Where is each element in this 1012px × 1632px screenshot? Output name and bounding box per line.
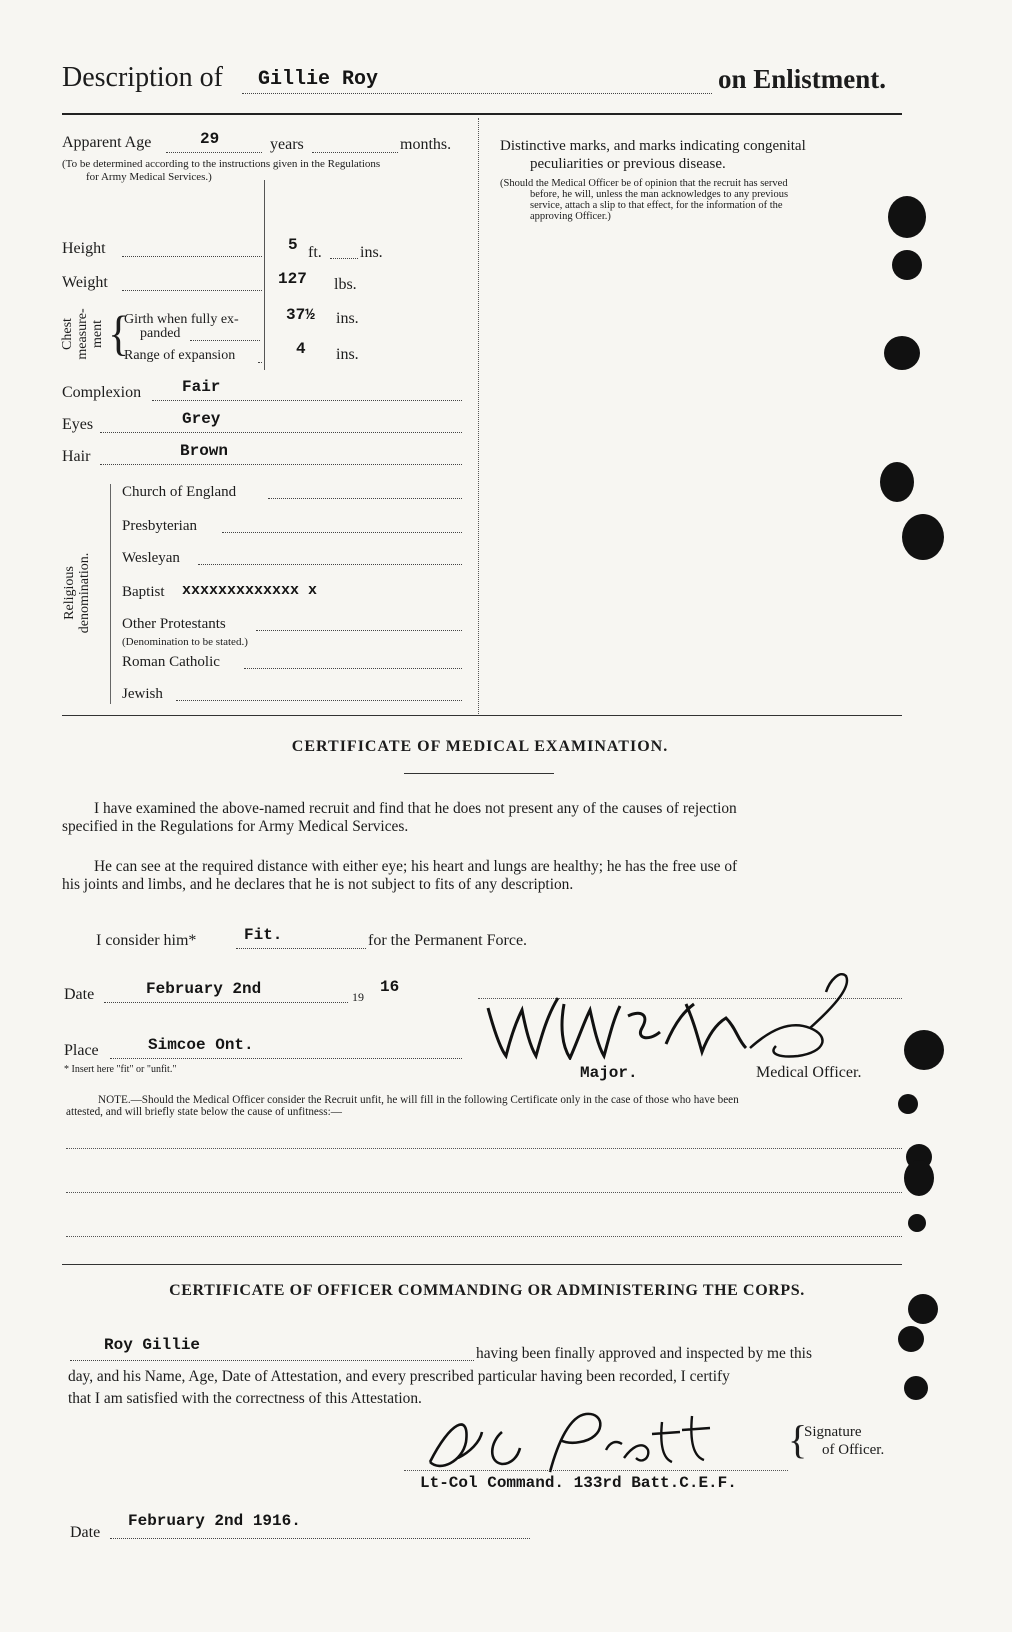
medical-officer-signature <box>480 970 860 1060</box>
signature-label-2: of Officer. <box>822 1442 885 1458</box>
months-label: months. <box>400 136 452 153</box>
ins-label: ins. <box>360 244 383 261</box>
medical-para1-line1: I have examined the above-named recruit and find that he does not present any of the causes of rejection <box>94 800 737 817</box>
punch-hole-blot <box>880 462 914 502</box>
denomination-note: (Denomination to be stated.) <box>122 636 248 648</box>
distinctive-title-2: peculiarities or previous disease. <box>530 156 726 172</box>
unfit-note-line2: attested, and will briefly state below the cause of unfitness:— <box>66 1106 342 1118</box>
distinctive-note-3: service, attach a slip to that effect, for the information of the <box>530 200 783 211</box>
girth-ins-label: ins. <box>336 310 359 327</box>
distinctive-note-2: before, he will, unless the man acknowledges to any previous <box>530 189 789 200</box>
range-label: Range of expansion <box>124 348 236 363</box>
other-protestants-label: Other Protestants <box>122 616 226 632</box>
presbyterian-label: Presbyterian <box>122 518 197 534</box>
fitness-value: Fit. <box>244 926 283 944</box>
medical-date-value: February 2nd <box>146 980 262 998</box>
lbs-label: lbs. <box>334 276 357 293</box>
medical-para2-line2: his joints and limbs, and he declares that he is not subject to fits of any description. <box>62 876 574 893</box>
medical-title: CERTIFICATE OF MEDICAL EXAMINATION. <box>291 738 669 755</box>
commanding-line1: having been finally approved and inspected by me this <box>476 1345 812 1362</box>
medical-date-label: Date <box>64 986 95 1003</box>
medical-officer-rank: Major. <box>580 1064 638 1082</box>
range-ins-label: ins. <box>336 346 359 363</box>
header-prefix: Description of <box>62 62 223 93</box>
commanding-date-label: Date <box>70 1524 101 1541</box>
punch-hole-blot <box>892 250 922 280</box>
girth-label-1: Girth when fully ex- <box>124 312 239 327</box>
permanent-force-label: for the Permanent Force. <box>368 932 528 949</box>
punch-hole-blot <box>898 1326 924 1352</box>
hair-value: Brown <box>180 442 229 460</box>
enlistment-form-page: Description of Gillie Roy on Enlistment. Apparent Age 29 years months. (To be determined according to the instructions given in the Regulations for Army Medical Services.) Height 5 ft. ins. Weight 127 lbs. Chest measure- ment { Girth when fully ex- panded 37½ ins. Range of expansion 4 ins. Complexion Fair Eyes Grey Hair Brown Religious denomination. Church of England Presbyterian Wesleyan Baptist xxxxxxxxxxxxx x Other Protestants (Denomination to be stated.) Roman Catholic Jewish Distinctive marks, and marks indicating congenital peculiarities or previous disease. (Should the Medical Officer be of opinion that the recruit has served before, he will, unless the man acknowledges to any previous service, attach a slip to that effect, for the information of the approving Officer.) CERTIFICATE OF MEDICAL EXAMINATION. I have examined the above-named recruit and find that he does not present any of the causes of rejection specified in the Regulations for Army Medical Services. He can see at the required distance with either eye; his heart and lungs are healthy; he has the free use of his joints and limbs, and he declares that he is not subject to fits of any description. I consider him* Fit. for the Permanent Force. Date February 2nd 19 16 Place Simcoe Ont. * Insert here "fit" or "unfit." Major. Medical Officer. NOTE.—Should the Medical Officer consider the Recruit unfit, he will fill in the following Certificate only in the case of those who have been attested, and will briefly state below the cause of unfitness:— CERTIFICATE OF OFFICER COMMANDING OR ADMINISTERING THE CORPS. Roy Gillie having been finally approved and inspected by me this day, and his Name, Age, Date of Attestation, and every prescribed particular having been recorded, I certify that I am satisfied with the correctness of this Attestation. { Signature of Officer. Lt-Col Command. 133rd Batt.C.E.F. Date February 2nd 1916. <box>0 0 1012 1632</box>
age-note-1: (To be determined according to the instructions given in the Regulations <box>62 158 381 170</box>
consider-label: I consider him* <box>96 932 197 949</box>
complexion-value: Fair <box>182 378 221 396</box>
age-label: Apparent Age <box>62 134 152 151</box>
wesleyan-label: Wesleyan <box>122 550 180 566</box>
punch-hole-blot <box>904 1030 944 1070</box>
religion-side-label: Religious denomination. <box>62 552 92 634</box>
commanding-recruit-name: Roy Gillie <box>104 1336 201 1354</box>
weight-value: 127 <box>278 270 307 288</box>
age-note-2: for Army Medical Services.) <box>86 171 212 183</box>
punch-hole-blot <box>908 1214 926 1232</box>
distinctive-note-4: approving Officer.) <box>530 211 611 222</box>
commanding-officer-title: Lt-Col Command. 133rd Batt.C.E.F. <box>420 1474 737 1492</box>
girth-value: 37½ <box>286 306 315 324</box>
complexion-label: Complexion <box>62 384 142 401</box>
medical-officer-label: Medical Officer. <box>756 1064 862 1081</box>
punch-hole-blot <box>904 1160 934 1196</box>
baptist-label: Baptist <box>122 584 165 600</box>
medical-para1-line2: specified in the Regulations for Army Medical Services. <box>62 818 409 835</box>
church-of-england-label: Church of England <box>122 484 237 500</box>
insert-note: * Insert here "fit" or "unfit." <box>64 1064 177 1075</box>
commanding-line2: day, and his Name, Age, Date of Attestation, and every prescribed particular having been recorded, I certify <box>68 1368 730 1385</box>
baptist-struck-mark: xxxxxxxxxxxxx x <box>182 582 318 599</box>
years-label: years <box>270 136 304 153</box>
hair-label: Hair <box>62 448 91 465</box>
chest-side-label: Chest measure- ment <box>60 308 105 360</box>
jewish-label: Jewish <box>122 686 163 702</box>
ft-label: ft. <box>308 244 322 261</box>
commanding-title: CERTIFICATE OF OFFICER COMMANDING OR ADMINISTERING THE CORPS. <box>169 1282 805 1299</box>
punch-hole-blot <box>908 1294 938 1324</box>
range-value: 4 <box>296 340 306 358</box>
commanding-date-value: February 2nd 1916. <box>128 1512 301 1530</box>
medical-place-label: Place <box>64 1042 99 1059</box>
medical-year-prefix: 19 <box>352 990 364 1004</box>
distinctive-note-1: (Should the Medical Officer be of opinion that the recruit has served <box>500 178 788 189</box>
commanding-line3: that I am satisfied with the correctness of this Attestation. <box>68 1390 422 1407</box>
medical-place-value: Simcoe Ont. <box>148 1036 254 1054</box>
punch-hole-blot <box>902 514 944 560</box>
eyes-value: Grey <box>182 410 221 428</box>
header-suffix: on Enlistment. <box>718 64 887 94</box>
distinctive-title-1: Distinctive marks, and marks indicating congenital <box>500 138 806 154</box>
punch-hole-blot <box>888 196 926 238</box>
age-value: 29 <box>200 130 220 148</box>
medical-year-suffix: 16 <box>380 978 400 996</box>
roman-catholic-label: Roman Catholic <box>122 654 220 670</box>
punch-hole-blot <box>904 1376 928 1400</box>
girth-label-2: panded <box>140 326 181 341</box>
eyes-label: Eyes <box>62 416 94 433</box>
punch-hole-blot <box>884 336 920 370</box>
height-label: Height <box>62 240 106 257</box>
punch-hole-blot <box>898 1094 918 1114</box>
medical-para2-line1: He can see at the required distance with either eye; his heart and lungs are healthy; he has the free use of <box>94 858 738 875</box>
weight-label: Weight <box>62 274 108 291</box>
recruit-name: Gillie Roy <box>258 68 379 91</box>
height-ft-value: 5 <box>288 236 298 254</box>
signature-label-1: Signature <box>804 1424 862 1440</box>
unfit-note-line1: NOTE.—Should the Medical Officer consider the Recruit unfit, he will fill in the following Certificate only in the case of those who have been <box>98 1094 739 1106</box>
